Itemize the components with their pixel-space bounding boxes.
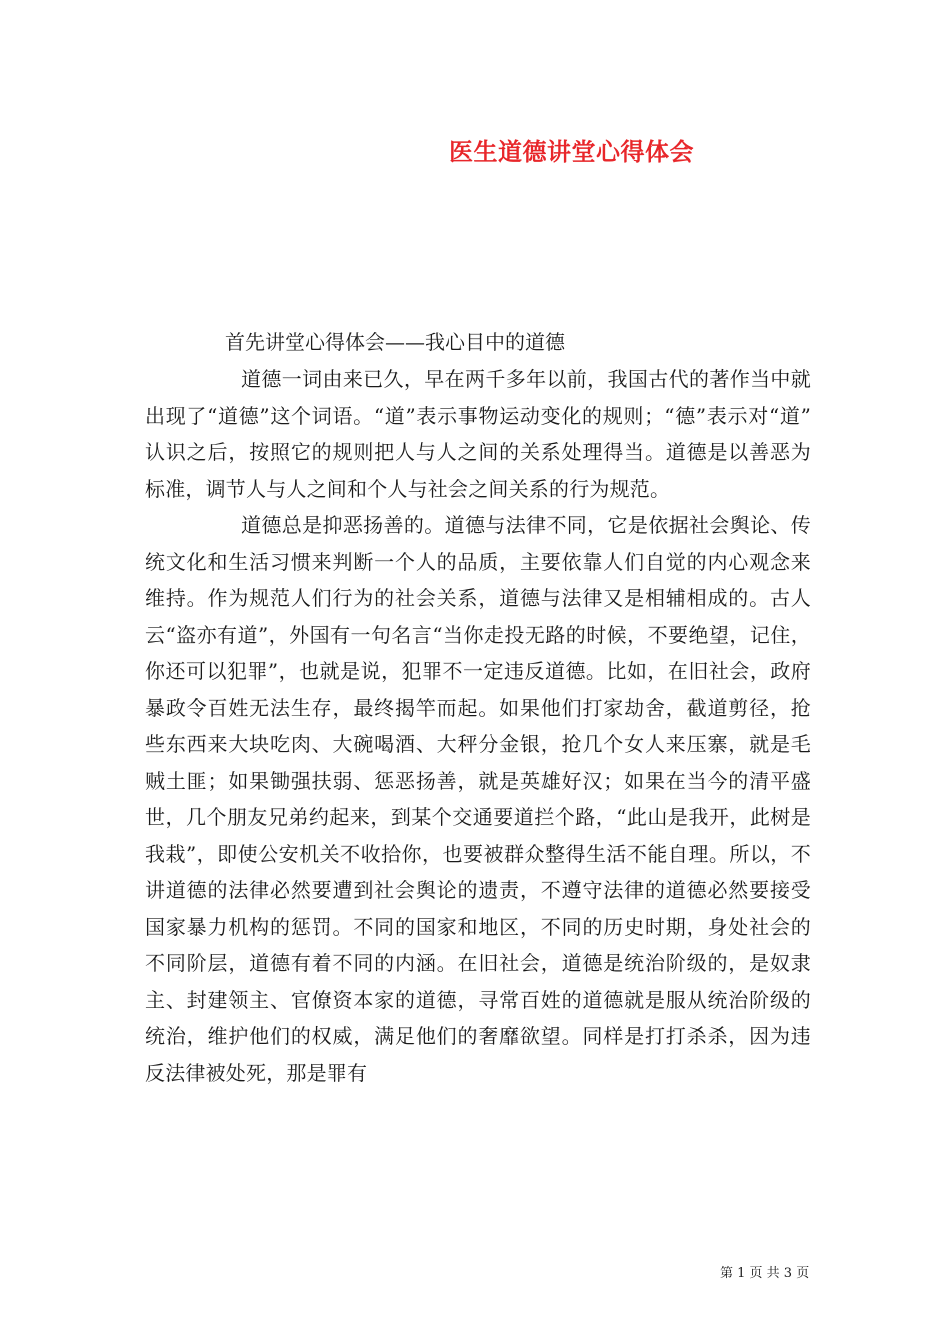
page-number: 第 1 页 共 3 页 [720,1266,810,1281]
document-title: 医生道德讲堂心得体会 [449,137,694,166]
paragraph-2: 道德总是抑恶扬善的。道德与法律不同，它是依据社会舆论、传统文化和生活习惯来判断一个人的品质，主要依靠人们自觉的内心观念来维持。作为规范人们行为的社会关系，道德与法律又是相辅相成的。古人云“盗亦有道”，外国有一句名言“当你走投无路的时候，不要绝望，记住，你还可以犯罪”，也就是说，犯罪不一定违反道德。比如，在旧社会，政府暴政令百姓无法生存，最终揭竿而起。如果他们打家劫舍，截道剪径，抢些东西来大块吃肉、大碗喝酒、大秤分金银，抢几个女人来压寨，就是毛贼土匪；如果锄强扶弱、惩恶扬善，就是英雄好汉；如果在当今的清平盛世，几个朋友兄弟约起来，到某个交通要道拦个路，“此山是我开，此树是我栽”，即使公安机关不收拾你，也要被群众整得生活不能自理。所以，不讲道德的法律必然要遭到社会舆论的遗责，不遵守法律的道德必然要接受国家暴力机构的惩罚。不同的国家和地区，不同的历史时期，身处社会的不同阶层，道德有着不同的内涵。在旧社会，道德是统治阶级的，是奴隶主、封建领主、官僚资本家的道德，寻常百姓的道德就是服从统治阶级的统治，维护他们的权威，满足他们的奢靡欲望。同样是打打杀杀，因为违反法律被处死，那是罪有 [145,513,811,1085]
document-subtitle: 首先讲堂心得体会——我心目中的道德 [225,330,565,354]
document-body [145,361,811,1091]
paragraph-1: 道德一词由来已久，早在两千多年以前，我国古代的著作当中就出现了“道德”这个词语。“道”表示事物运动变化的规则；“德”表示对“道”认识之后，按照它的规则把人与人之间的关系处理得当。道德是以善恶为标准，调节人与人之间和个人与社会之间关系的行为规范。 [145,367,811,501]
